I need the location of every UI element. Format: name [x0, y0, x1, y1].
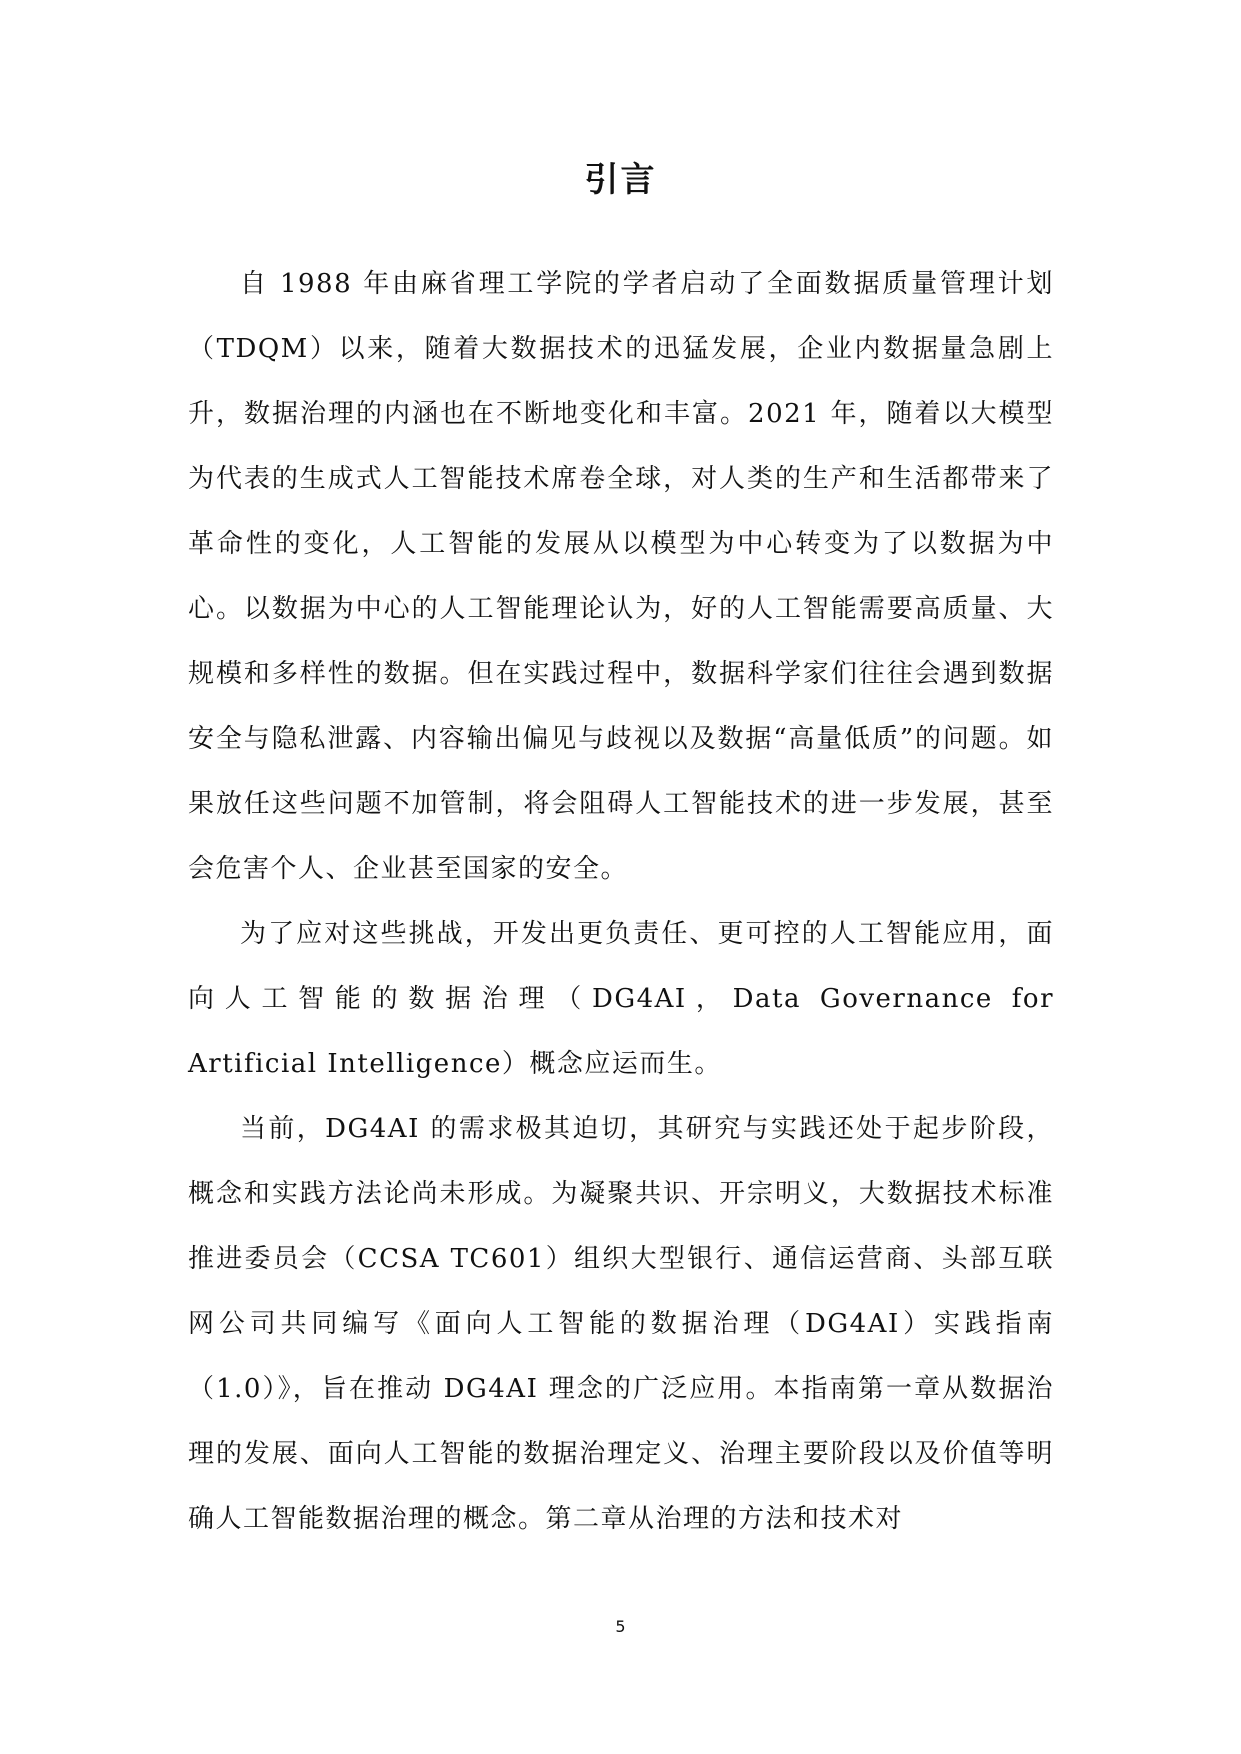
document-body — [188, 252, 1054, 1552]
paragraph-dg4ai-origin: 为了应对这些挑战，开发出更负责任、更可控的人工智能应用，面向人工智能的数据治理（DG4AI，Data Governance for Artificial Intelligence）概念应运而生。 — [188, 919, 1054, 1079]
page-title: 引言 — [584, 160, 657, 200]
page-number: 5 — [615, 1617, 626, 1636]
paragraph-guide-purpose: 当前，DG4AI 的需求极其迫切，其研究与实践还处于起步阶段，概念和实践方法论尚未形成。为凝聚共识、开宗明义，大数据技术标准推进委员会（CCSA TC601）组织大型银行、通信运营商、头部互联网公司共同编写《面向人工智能的数据治理（DG4AI）实践指南（1.0）》，旨在推动 DG4AI 理念的广泛应用。本指南第一章从数据治理的发展、面向人工智能的数据治理定义、治理主要阶段以及价值等明确人工智能数据治理的概念。第二章从治理的方法和技术对 — [188, 1114, 1054, 1534]
paragraph-intro: 自 1988 年由麻省理工学院的学者启动了全面数据质量管理计划（TDQM）以来，随着大数据技术的迅猛发展，企业内数据量急剧上升，数据治理的内涵也在不断地变化和丰富。2021 年，随着以大模型为代表的生成式人工智能技术席卷全球，对人类的生产和生活都带来了革命性的变化，人工智能的发展从以模型为中心转变为了以数据为中心。以数据为中心的人工智能理论认为，好的人工智能需要高质量、大规模和多样性的数据。但在实践过程中，数据科学家们往往会遇到数据安全与隐私泄露、内容输出偏见与歧视以及数据“高量低质”的问题。如果放任这些问题不加管制，将会阻碍人工智能技术的进一步发展，甚至会危害个人、企业甚至国家的安全。 — [188, 269, 1054, 884]
